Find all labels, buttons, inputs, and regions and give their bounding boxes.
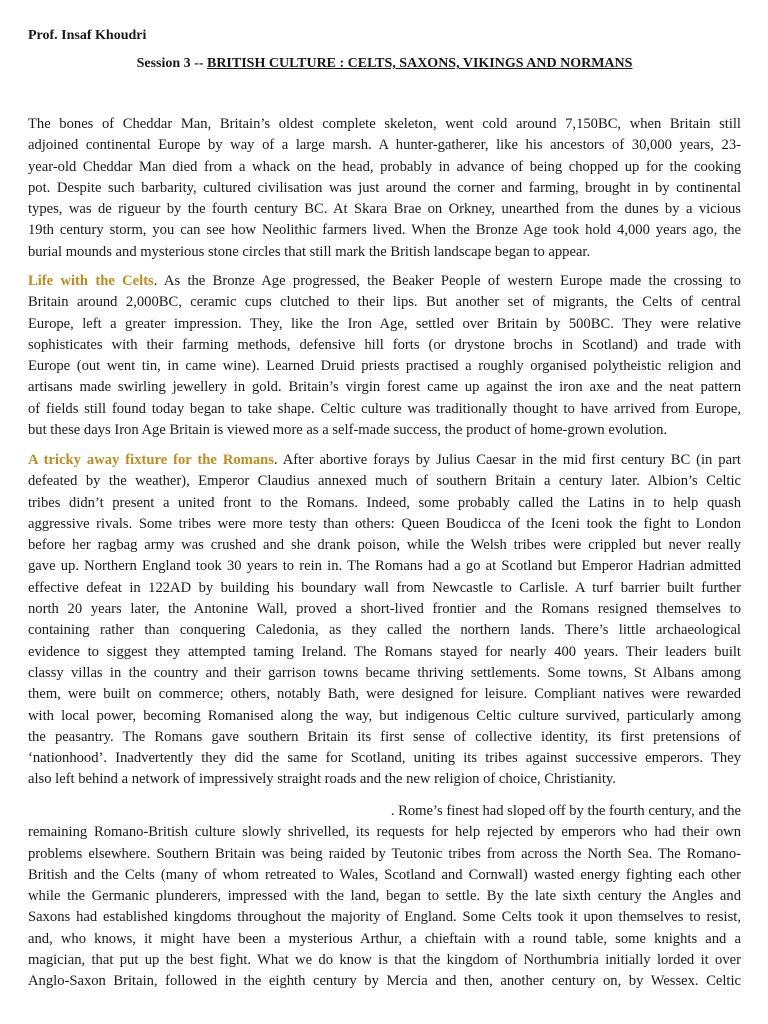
paragraph-saxons — [28, 801, 741, 993]
text-line: Europe, left a greater impression. They, like the Iron Age, settled over Britain by 500BC. They were relative — [28, 315, 741, 332]
text-line — [28, 271, 741, 292]
text-line: remaining Romano-British culture slowly shrivelled, its requests for help rejected by emperors who had their own — [28, 824, 741, 841]
paragraph-romans — [28, 450, 741, 791]
text-line: gave up. Northern England took 30 years to rein in. The Romans had a go at Scotland but Emperor Hadrian admitted — [28, 558, 741, 575]
text-run: . As the Bronze Age progressed, the Beaker People of western Europe made the crossing to — [153, 273, 741, 289]
text-line: artisans made swirling jewellery in gold. Britain’s virgin forest came up against the iron axe and the neat pattern — [28, 379, 741, 396]
session-title: BRITISH CULTURE : CELTS, SAXONS, VIKINGS AND NORMANS — [206, 56, 633, 71]
text-line: ‘nationhood’. Inadvertently they did the same for Scotland, uniting its tribes against successive emperors. They — [28, 750, 741, 767]
text-line: burial mounds and mysterious stone circles that still mark the British landscape began to appear. — [28, 243, 591, 260]
session-label: Session 3 -- — [136, 56, 207, 71]
text-line: but these days Iron Age Britain is viewed more as a self-made success, the product of home-grown evolution. — [28, 422, 668, 439]
text-line: defeated by the weather), Emperor Claudius annexed much of southern Britain a century later. Albion’s Celtic — [28, 473, 741, 490]
text-line: . Rome’s finest had sloped off by the fourth century, and the — [390, 803, 741, 819]
text-line — [28, 450, 741, 471]
text-line: Anglo-Saxon Britain, followed in the eighth century by Mercia and then, another century on, by Wessex. Celtic — [28, 973, 741, 990]
text-line: sophisticates with their farming methods, defensive hill forts (or drystone brochs in Scotland) and trade with — [28, 336, 741, 353]
author-name: Prof. Insaf Khoudri — [28, 28, 147, 43]
text-line: and, who knows, it might have been a mysterious Arthur, a chieftain with a round table, some knights and a — [28, 930, 741, 947]
text-run: . After abortive forays by Julius Caesar in the mid first century BC (in part — [273, 452, 741, 468]
session-heading — [28, 56, 741, 72]
section-heading-romans: A tricky away fixture for the Romans — [28, 452, 274, 468]
paragraph-celts — [28, 271, 741, 441]
text-line: pot. Despite such barbarity, cultured civilisation was just around the corner and farming, brought in by continental — [28, 179, 741, 196]
text-line: magician, that put up the best fight. What we do know is that the kingdom of Northumbria initially lorded it over — [28, 952, 741, 969]
section-heading-celts: Life with the Celts — [28, 273, 154, 289]
text-line: problems elsewhere. Southern Britain was being raided by Teutonic tribes from across the North Sea. The Romano- — [28, 845, 741, 862]
text-line: British and the Celts (many of whom retreated to Wales, Scotland and Cornwall) wasted energy fighting each other — [28, 866, 741, 883]
text-line: 19th century storm, you can see how Neolithic farmers lived. When the Bronze Age took hold 4,000 years ago, the — [28, 222, 741, 239]
text-line: tribes didn’t present a united front to the Romans. Indeed, some probably called the Latins in to help quash — [28, 494, 741, 511]
text-line: types, was de rigueur by the fourth century BC. At Skara Brae on Orkney, unearthed from the dunes by a vicious — [28, 201, 741, 218]
text-line: Europe (out went tin, in came wine). Learned Druid priests practised a roughly organised polytheistic religion and — [28, 358, 741, 375]
text-line: classy villas in the country and their garrison towns became thriving settlements. Some towns, St Albans among — [28, 664, 741, 681]
text-line: containing rather than conquering Caledonia, as they called the northern lands. There’s little archaeological — [28, 622, 741, 639]
text-line: also left behind a network of impressively straight roads and the new religion of choice, Christianity. — [28, 771, 616, 788]
text-line: before her ragbag army was crushed and she drank poison, while the Welsh tribes were crippled but never really — [28, 537, 741, 554]
paragraph-cheddar-man — [28, 114, 741, 263]
text-line: aggressive rivals. Some tribes were more testy than others: Queen Boudicca of the Iceni took the fight to London — [28, 515, 741, 532]
text-line: north 20 years later, the Antonine Wall, proved a short-lived frontier and the Romans resigned themselves to — [28, 601, 741, 618]
text-line: the peasantry. The Romans gave southern Britain its first sense of collective identity, its first pretensions of — [28, 728, 741, 745]
text-line: The bones of Cheddar Man, Britain’s oldest complete skeleton, went cold around 7,150BC, when Britain still — [28, 116, 741, 132]
text-line: with local power, becoming Romanised along the way, but indigenous Celtic culture survived, particularly among — [28, 707, 741, 724]
text-line: while the Germanic plunderers, impressed with the land, began to settle. By the late sixth century the Angles and — [28, 888, 741, 905]
text-line: evidence to siggest they attempted taming Ireland. The Romans stayed for nearly 400 years. Their leaders built — [28, 643, 741, 660]
text-line: of fields still found today began to take shape. Celtic culture was traditionally thought to have arrived from Europe, — [28, 400, 741, 417]
text-line: Saxons had established kingdoms throughout the majority of England. Some Celts took it upon themselves to resist, — [28, 909, 741, 926]
text-line: Britain around 2,000BC, ceramic cups clutched to their lips. But another set of migrants, the Celts of central — [28, 294, 741, 311]
text-line: year-old Cheddar Man died from a whack on the head, probably in advance of being chopped up for the cooking — [28, 158, 741, 175]
text-line: them, were built on commerce; others, notably Bath, were designed for leisure. Compliant natives were rewarded — [28, 686, 741, 703]
text-line: adjoined continental Europe by way of a large marsh. A hunter-gatherer, like his ancestors of 30,000 years, 23- — [28, 137, 741, 154]
text-line: effective defeat in 122AD by building his boundary wall from Newcastle to Carlisle. A turf barrier built further — [28, 579, 741, 596]
